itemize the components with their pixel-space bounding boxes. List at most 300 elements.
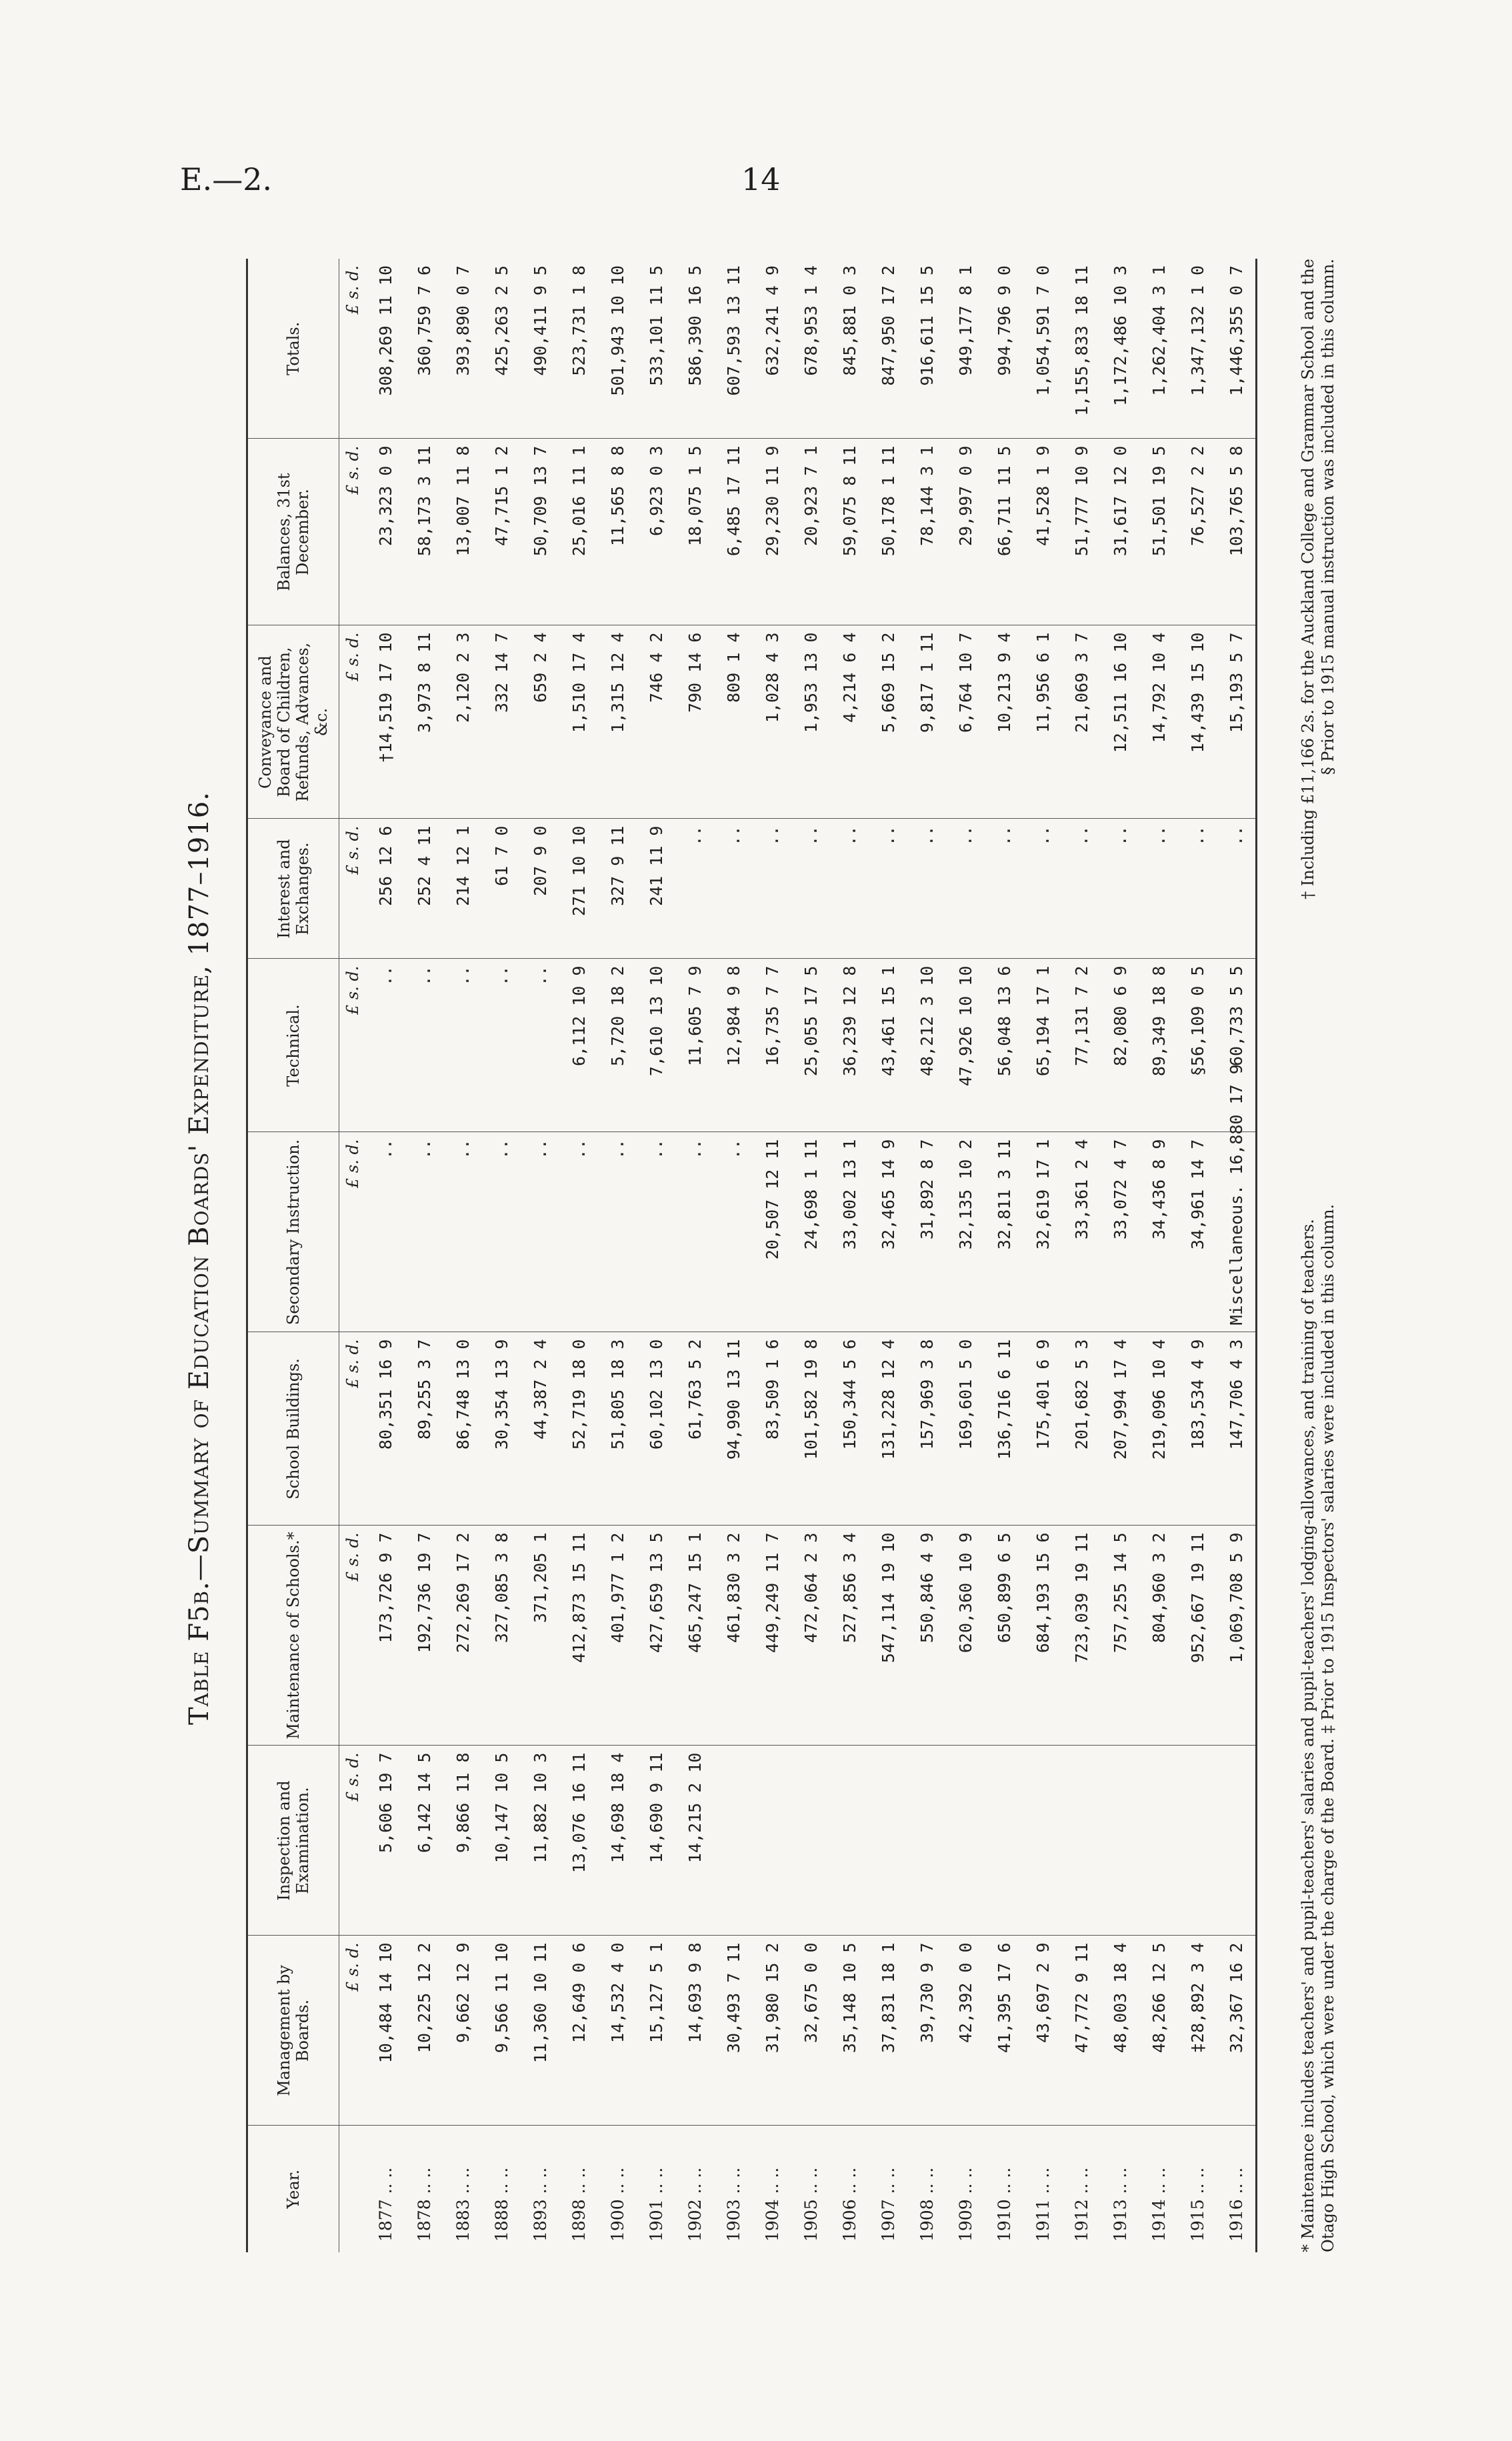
- value-cell: 83,509 1 6: [753, 1332, 791, 1526]
- footnote-line-2: [1318, 259, 1338, 2252]
- value-cell: 746 4 2: [637, 625, 675, 819]
- value-cell: 632,241 4 9: [762, 265, 782, 376]
- column-header: Balances, 31st December.: [247, 439, 339, 625]
- value-cell: 1,315 12 4: [598, 625, 637, 819]
- year-cell: 1904 .. ..: [753, 2126, 791, 2252]
- value-cell: 41,528 1 9: [1023, 439, 1062, 625]
- value-cell: 32,619 17 1: [1023, 1132, 1062, 1332]
- value-cell: 678,953 1 4: [801, 265, 821, 376]
- value-cell: 48,003 18 4: [1101, 1936, 1139, 2126]
- value-cell: 29,997 0 9: [946, 439, 985, 625]
- table-row: [521, 259, 559, 2252]
- value-cell: ..: [598, 1132, 637, 1332]
- table-row: [714, 259, 753, 2252]
- unit-label: £ s. d.: [339, 819, 367, 959]
- value-cell: 360,759 7 6: [414, 265, 434, 376]
- value-cell: ..: [1062, 819, 1101, 959]
- value-cell: 11,360 10 11: [521, 1936, 559, 2126]
- value-cell: ..: [791, 819, 830, 959]
- column-header: Technical.: [247, 959, 339, 1132]
- value-cell: 43,461 15 1: [869, 959, 907, 1132]
- value-cell: 6,112 10 9: [559, 959, 598, 1132]
- value-cell: 32,675 0 0: [791, 1936, 830, 2126]
- value-cell: 51,777 10 9: [1062, 439, 1101, 625]
- expenditure-table: [246, 259, 1257, 2252]
- header-row: [247, 259, 339, 2252]
- value-cell: 256 12 6: [366, 819, 405, 959]
- value-cell: 6,142 14 5: [405, 1746, 443, 1936]
- footnote-star: * Maintenance includes teachers' and pupil-teachers' salaries and pupil-teachers' lodging-allowances, and training of teachers.: [1299, 1219, 1317, 2252]
- table-body: [366, 259, 1257, 2252]
- table-row: [637, 259, 675, 2252]
- value-cell: ..: [869, 819, 907, 959]
- value-cell: [830, 1746, 869, 1936]
- value-cell: 845,881 0 3: [839, 265, 859, 376]
- value-cell: [714, 1746, 753, 1936]
- unit-label: £ s. d.: [343, 265, 362, 315]
- value-cell: 175,401 6 9: [1023, 1332, 1062, 1526]
- value-cell: 472,064 2 3: [791, 1526, 830, 1746]
- value-cell: 533,101 11 5: [646, 265, 666, 386]
- value-cell: ..: [1217, 819, 1257, 959]
- value-cell: 6,485 17 11: [714, 439, 753, 625]
- value-cell: 607,593 13 11: [723, 265, 743, 396]
- year-cell: 1911 .. ..: [1023, 2126, 1062, 2252]
- value-cell: 32,465 14 9: [869, 1132, 907, 1332]
- value-cell: 18,075 1 5: [675, 439, 714, 625]
- value-cell: [1139, 1746, 1178, 1936]
- value-cell: 32,367 16 2: [1217, 1936, 1257, 2126]
- value-cell: 1,510 17 4: [559, 625, 598, 819]
- value-cell: 527,856 3 4: [830, 1526, 869, 1746]
- value-cell: 9,566 11 10: [482, 1936, 521, 2126]
- value-cell: 308,269 11 10: [375, 265, 395, 396]
- value-cell: 36,239 12 8: [830, 959, 869, 1132]
- value-cell: 723,039 19 11: [1062, 1526, 1101, 1746]
- value-cell: 4,214 6 4: [830, 625, 869, 819]
- year-cell: 1912 .. ..: [1062, 2126, 1101, 2252]
- value-cell: 7,610 13 10: [637, 959, 675, 1132]
- value-cell: 65,194 17 1: [1023, 959, 1062, 1132]
- year-cell: 1908 .. ..: [907, 2126, 946, 2252]
- value-cell: 34,961 14 7: [1178, 1132, 1217, 1332]
- value-cell: ..: [907, 819, 946, 959]
- value-cell: 9,662 12 9: [443, 1936, 482, 2126]
- year-cell: 1905 .. ..: [791, 2126, 830, 2252]
- value-cell: 103,765 5 8: [1217, 439, 1257, 625]
- year-cell: 1906 .. ..: [830, 2126, 869, 2252]
- value-cell: [791, 1746, 830, 1936]
- year-cell: 1878 .. ..: [405, 2126, 443, 2252]
- value-cell: 1,155,833 18 11: [1071, 265, 1091, 416]
- column-header: Totals.: [247, 259, 339, 439]
- unit-label: £ s. d.: [339, 439, 367, 625]
- table-row: [1101, 259, 1139, 2252]
- value-cell: 47,772 9 11: [1062, 1936, 1101, 2126]
- unit-label: £ s. d.: [339, 1332, 367, 1526]
- table-row: [405, 259, 443, 2252]
- value-cell: 465,247 15 1: [675, 1526, 714, 1746]
- value-cell: 10,213 9 4: [985, 625, 1023, 819]
- value-cell: 60,102 13 0: [637, 1332, 675, 1526]
- value-cell: ..: [946, 819, 985, 959]
- unit-label: [339, 2126, 367, 2252]
- column-header: Interest and Exchanges.: [247, 819, 339, 959]
- value-cell: ..: [1101, 819, 1139, 959]
- table-row: [946, 259, 985, 2252]
- value-cell: 412,873 15 11: [559, 1526, 598, 1746]
- value-cell: ..: [366, 959, 405, 1132]
- column-header: Year.: [247, 2126, 339, 2252]
- value-cell: 50,709 13 7: [521, 439, 559, 625]
- value-cell: 80,351 16 9: [366, 1332, 405, 1526]
- value-cell: [1062, 1746, 1101, 1936]
- value-cell: 94,990 13 11: [714, 1332, 753, 1526]
- value-cell: 14,690 9 11: [637, 1746, 675, 1936]
- value-cell: 1,262,404 3 1: [1149, 265, 1169, 396]
- footnote-dagger: † Including £11,166 2s. for the Auckland College and Grammar School and the: [1299, 259, 1317, 899]
- value-cell: 9,817 1 11: [907, 625, 946, 819]
- value-cell: 169,601 5 0: [946, 1332, 985, 1526]
- value-cell: 51,501 19 5: [1139, 439, 1178, 625]
- value-cell: ..: [405, 959, 443, 1132]
- value-cell: 47,715 1 2: [482, 439, 521, 625]
- value-cell: 11,882 10 3: [521, 1746, 559, 1936]
- value-cell: 5,606 19 7: [366, 1746, 405, 1936]
- value-cell: 136,716 6 11: [985, 1332, 1023, 1526]
- footnote-continuation: Otago High School, which were under the charge of the Board. ‡ Prior to 1915 Inspectors' salaries were included in this column.: [1319, 1203, 1337, 2252]
- unit-label: £ s. d.: [339, 1936, 367, 2126]
- value-cell: 10,147 10 5: [482, 1746, 521, 1936]
- value-cell: 13,076 16 11: [559, 1746, 598, 1936]
- value-cell: 35,148 10 5: [830, 1936, 869, 2126]
- year-cell: 1883 .. ..: [443, 2126, 482, 2252]
- year-cell: 1914 .. ..: [1139, 2126, 1178, 2252]
- value-cell: 31,980 15 2: [753, 1936, 791, 2126]
- value-cell: 11,565 8 8: [598, 439, 637, 625]
- value-cell: 101,582 19 8: [791, 1332, 830, 1526]
- value-cell: ..: [443, 959, 482, 1132]
- value-cell: 24,698 1 11: [791, 1132, 830, 1332]
- year-cell: 1893 .. ..: [521, 2126, 559, 2252]
- value-cell: 14,792 10 4: [1139, 625, 1178, 819]
- value-cell: ..: [1139, 819, 1178, 959]
- value-cell: 994,796 9 0: [994, 265, 1014, 376]
- value-cell: 12,511 16 10: [1101, 625, 1139, 819]
- value-cell: 43,697 2 9: [1023, 1936, 1062, 2126]
- value-cell: 12,984 9 8: [714, 959, 753, 1132]
- value-cell: ..: [443, 1132, 482, 1332]
- value-cell: ..: [675, 1132, 714, 1332]
- value-cell: 44,387 2 4: [521, 1332, 559, 1526]
- value-cell: 157,969 3 8: [907, 1332, 946, 1526]
- unit-label: £ s. d.: [339, 1746, 367, 1936]
- value-cell: 684,193 15 6: [1023, 1526, 1062, 1746]
- year-cell: 1903 .. ..: [714, 2126, 753, 2252]
- value-cell: 3,973 8 11: [405, 625, 443, 819]
- value-cell: 201,682 5 3: [1062, 1332, 1101, 1526]
- table-row: [869, 259, 907, 2252]
- year-cell: 1915 .. ..: [1178, 2126, 1217, 2252]
- value-cell: [1217, 1746, 1257, 1936]
- value-cell: 32,135 10 2: [946, 1132, 985, 1332]
- value-cell: 757,255 14 5: [1101, 1526, 1139, 1746]
- value-cell: Miscellaneous. 16,880 17 9: [1217, 1132, 1257, 1332]
- value-cell: 15,127 5 1: [637, 1936, 675, 2126]
- value-cell: 550,846 4 9: [907, 1526, 946, 1746]
- year-cell: 1916 .. ..: [1217, 2126, 1257, 2252]
- value-cell: 33,002 13 1: [830, 1132, 869, 1332]
- units-row: [339, 259, 367, 2252]
- unit-label: £ s. d.: [339, 1526, 367, 1746]
- table-row: [907, 259, 946, 2252]
- value-cell: 547,114 19 10: [869, 1526, 907, 1746]
- value-cell: [985, 1746, 1023, 1936]
- table-row: [1062, 259, 1101, 2252]
- value-cell: 29,230 11 9: [753, 439, 791, 625]
- value-cell: 37,831 18 1: [869, 1936, 907, 2126]
- value-cell: 25,055 17 5: [791, 959, 830, 1132]
- value-cell: 207,994 17 4: [1101, 1332, 1139, 1526]
- page-number: 14: [741, 161, 781, 197]
- year-cell: 1907 .. ..: [869, 2126, 907, 2252]
- column-header: School Buildings.: [247, 1332, 339, 1526]
- value-cell: 271 10 10: [559, 819, 598, 959]
- value-cell: [1101, 1746, 1139, 1936]
- value-cell: 916,611 15 5: [917, 265, 937, 386]
- value-cell: ..: [482, 1132, 521, 1332]
- value-cell: 30,493 7 11: [714, 1936, 753, 2126]
- column-header: Conveyance and Board of Children, Refunds, Advances, &c.: [247, 625, 339, 819]
- value-cell: ..: [1178, 819, 1217, 959]
- value-cell: 586,390 16 5: [685, 265, 705, 386]
- value-cell: 1,069,708 5 9: [1217, 1526, 1257, 1746]
- value-cell: 425,263 2 5: [491, 265, 511, 376]
- value-cell: [907, 1746, 946, 1936]
- value-cell: 14,439 15 10: [1178, 625, 1217, 819]
- value-cell: 14,532 4 0: [598, 1936, 637, 2126]
- value-cell: 52,719 18 0: [559, 1332, 598, 1526]
- value-cell: 21,069 3 7: [1062, 625, 1101, 819]
- value-cell: 327,085 3 8: [482, 1526, 521, 1746]
- column-header: Maintenance of Schools.*: [247, 1526, 339, 1746]
- value-cell: 31,892 8 7: [907, 1132, 946, 1332]
- value-cell: ..: [482, 959, 521, 1132]
- value-cell: ..: [366, 1132, 405, 1332]
- column-header: Secondary Instruction.: [247, 1132, 339, 1332]
- value-cell: 1,446,355 0 7: [1226, 265, 1246, 396]
- value-cell: ..: [714, 1132, 753, 1332]
- value-cell: †14,519 17 10: [366, 625, 405, 819]
- year-cell: 1913 .. ..: [1101, 2126, 1139, 2252]
- footnote-section: § Prior to 1915 manual instruction was included in this column.: [1319, 259, 1337, 775]
- value-cell: 9,866 11 8: [443, 1746, 482, 1936]
- table-row: [1139, 259, 1178, 2252]
- value-cell: 48,212 3 10: [907, 959, 946, 1132]
- value-cell: 86,748 13 0: [443, 1332, 482, 1526]
- value-cell: 20,507 12 11: [753, 1132, 791, 1332]
- value-cell: [1178, 1746, 1217, 1936]
- year-cell: 1900 .. ..: [598, 2126, 637, 2252]
- value-cell: 804,960 3 2: [1139, 1526, 1178, 1746]
- year-cell: 1909 .. ..: [946, 2126, 985, 2252]
- year-cell: 1901 .. ..: [637, 2126, 675, 2252]
- value-cell: 272,269 17 2: [443, 1526, 482, 1746]
- value-cell: 650,899 6 5: [985, 1526, 1023, 1746]
- value-cell: 59,075 8 11: [830, 439, 869, 625]
- value-cell: 620,360 10 9: [946, 1526, 985, 1746]
- value-cell: 150,344 5 6: [830, 1332, 869, 1526]
- value-cell: 31,617 12 0: [1101, 439, 1139, 625]
- value-cell: 13,007 11 8: [443, 439, 482, 625]
- value-cell: 33,072 4 7: [1101, 1132, 1139, 1332]
- unit-label: £ s. d.: [339, 1132, 367, 1332]
- value-cell: 847,950 17 2: [878, 265, 898, 386]
- value-cell: 6,764 10 7: [946, 625, 985, 819]
- table-row: [1023, 259, 1062, 2252]
- year-cell: 1898 .. ..: [559, 2126, 598, 2252]
- value-cell: 183,534 4 9: [1178, 1332, 1217, 1526]
- value-cell: 214 12 1: [443, 819, 482, 959]
- value-cell: ..: [1023, 819, 1062, 959]
- value-cell: ‡28,892 3 4: [1178, 1936, 1217, 2126]
- value-cell: 371,205 1: [521, 1526, 559, 1746]
- value-cell: 192,736 19 7: [405, 1526, 443, 1746]
- value-cell: ..: [559, 1132, 598, 1332]
- value-cell: 15,193 5 7: [1217, 625, 1257, 819]
- value-cell: 51,805 18 3: [598, 1332, 637, 1526]
- value-cell: §56,109 0 5: [1178, 959, 1217, 1132]
- value-cell: 809 1 4: [714, 625, 753, 819]
- value-cell: 659 2 4: [521, 625, 559, 819]
- value-cell: 16,735 7 7: [753, 959, 791, 1132]
- value-cell: 30,354 13 9: [482, 1332, 521, 1526]
- value-cell: ..: [753, 819, 791, 959]
- value-cell: 461,830 3 2: [714, 1526, 753, 1746]
- value-cell: 523,731 1 8: [569, 265, 589, 376]
- year-cell: 1877 .. ..: [366, 2126, 405, 2252]
- page-code: E.—2.: [180, 161, 273, 197]
- value-cell: 6,923 0 3: [637, 439, 675, 625]
- value-cell: 449,249 11 7: [753, 1526, 791, 1746]
- column-header: Inspection and Examination.: [247, 1746, 339, 1936]
- value-cell: 61,763 5 2: [675, 1332, 714, 1526]
- value-cell: 14,698 18 4: [598, 1746, 637, 1936]
- value-cell: ..: [714, 819, 753, 959]
- value-cell: 401,977 1 2: [598, 1526, 637, 1746]
- value-cell: 66,711 11 5: [985, 439, 1023, 625]
- value-cell: 42,392 0 0: [946, 1936, 985, 2126]
- value-cell: 23,323 0 9: [366, 439, 405, 625]
- table-row: [482, 259, 521, 2252]
- value-cell: 47,926 10 10: [946, 959, 985, 1132]
- year-cell: 1902 .. ..: [675, 2126, 714, 2252]
- rotated-table-panel: [173, 237, 1362, 2279]
- value-cell: [869, 1746, 907, 1936]
- value-cell: ..: [637, 1132, 675, 1332]
- value-cell: ..: [985, 819, 1023, 959]
- table-row: [830, 259, 869, 2252]
- value-cell: ..: [405, 1132, 443, 1332]
- value-cell: 58,173 3 11: [405, 439, 443, 625]
- value-cell: 147,706 4 3: [1217, 1332, 1257, 1526]
- value-cell: [1023, 1746, 1062, 1936]
- value-cell: ..: [521, 1132, 559, 1332]
- value-cell: 56,048 13 6: [985, 959, 1023, 1132]
- value-cell: 501,943 10 10: [607, 265, 627, 396]
- value-cell: 1,028 4 3: [753, 625, 791, 819]
- value-cell: 1,172,486 10 3: [1110, 265, 1130, 406]
- value-cell: ..: [675, 819, 714, 959]
- value-cell: 949,177 8 1: [955, 265, 975, 376]
- value-cell: 50,178 1 11: [869, 439, 907, 625]
- value-cell: 41,395 17 6: [985, 1936, 1023, 2126]
- footnote-line-1: [1298, 259, 1318, 2252]
- year-cell: 1888 .. ..: [482, 2126, 521, 2252]
- table-title: [173, 237, 226, 2279]
- value-cell: 82,080 6 9: [1101, 959, 1139, 1132]
- table-title-main: Summary of Education Boards' Expenditure, 1877–1916.: [184, 791, 215, 1554]
- value-cell: 207 9 0: [521, 819, 559, 959]
- year-cell: 1910 .. ..: [985, 2126, 1023, 2252]
- column-header: Management by Boards.: [247, 1936, 339, 2126]
- value-cell: 219,096 10 4: [1139, 1332, 1178, 1526]
- value-cell: 393,890 0 7: [453, 265, 473, 376]
- value-cell: [753, 1746, 791, 1936]
- value-cell: 48,266 12 5: [1139, 1936, 1178, 2126]
- value-cell: 790 14 6: [675, 625, 714, 819]
- table-row: [366, 259, 405, 2252]
- value-cell: 11,956 6 1: [1023, 625, 1062, 819]
- value-cell: 20,923 7 1: [791, 439, 830, 625]
- value-cell: 14,693 9 8: [675, 1936, 714, 2126]
- value-cell: 14,215 2 10: [675, 1746, 714, 1936]
- value-cell: 490,411 9 5: [530, 265, 550, 376]
- table-row: [598, 259, 637, 2252]
- value-cell: 77,131 7 2: [1062, 959, 1101, 1132]
- value-cell: 61 7 0: [482, 819, 521, 959]
- table-row: [1178, 259, 1217, 2252]
- value-cell: 78,144 3 1: [907, 439, 946, 625]
- value-cell: 173,726 9 7: [366, 1526, 405, 1746]
- value-cell: 332 14 7: [482, 625, 521, 819]
- value-cell: 34,436 8 9: [1139, 1132, 1178, 1332]
- table-row: [791, 259, 830, 2252]
- value-cell: 33,361 2 4: [1062, 1132, 1101, 1332]
- value-cell: 10,484 14 10: [366, 1936, 405, 2126]
- value-cell: 32,811 3 11: [985, 1132, 1023, 1332]
- value-cell: 131,228 12 4: [869, 1332, 907, 1526]
- value-cell: 12,649 0 6: [559, 1936, 598, 2126]
- value-cell: 327 9 11: [598, 819, 637, 959]
- value-cell: 76,527 2 2: [1178, 439, 1217, 625]
- unit-label: £ s. d.: [339, 625, 367, 819]
- table-row: [675, 259, 714, 2252]
- table-row: [443, 259, 482, 2252]
- value-cell: ..: [521, 959, 559, 1132]
- value-cell: 89,349 18 8: [1139, 959, 1178, 1132]
- unit-label: £ s. d.: [339, 959, 367, 1132]
- table-row: [559, 259, 598, 2252]
- value-cell: 1,347,132 1 0: [1187, 265, 1207, 396]
- table-row: [753, 259, 791, 2252]
- value-cell: 252 4 11: [405, 819, 443, 959]
- value-cell: 1,953 13 0: [791, 625, 830, 819]
- value-cell: 5,669 15 2: [869, 625, 907, 819]
- value-cell: 60,733 5 5: [1217, 959, 1257, 1132]
- value-cell: 39,730 9 7: [907, 1936, 946, 2126]
- value-cell: 11,605 7 9: [675, 959, 714, 1132]
